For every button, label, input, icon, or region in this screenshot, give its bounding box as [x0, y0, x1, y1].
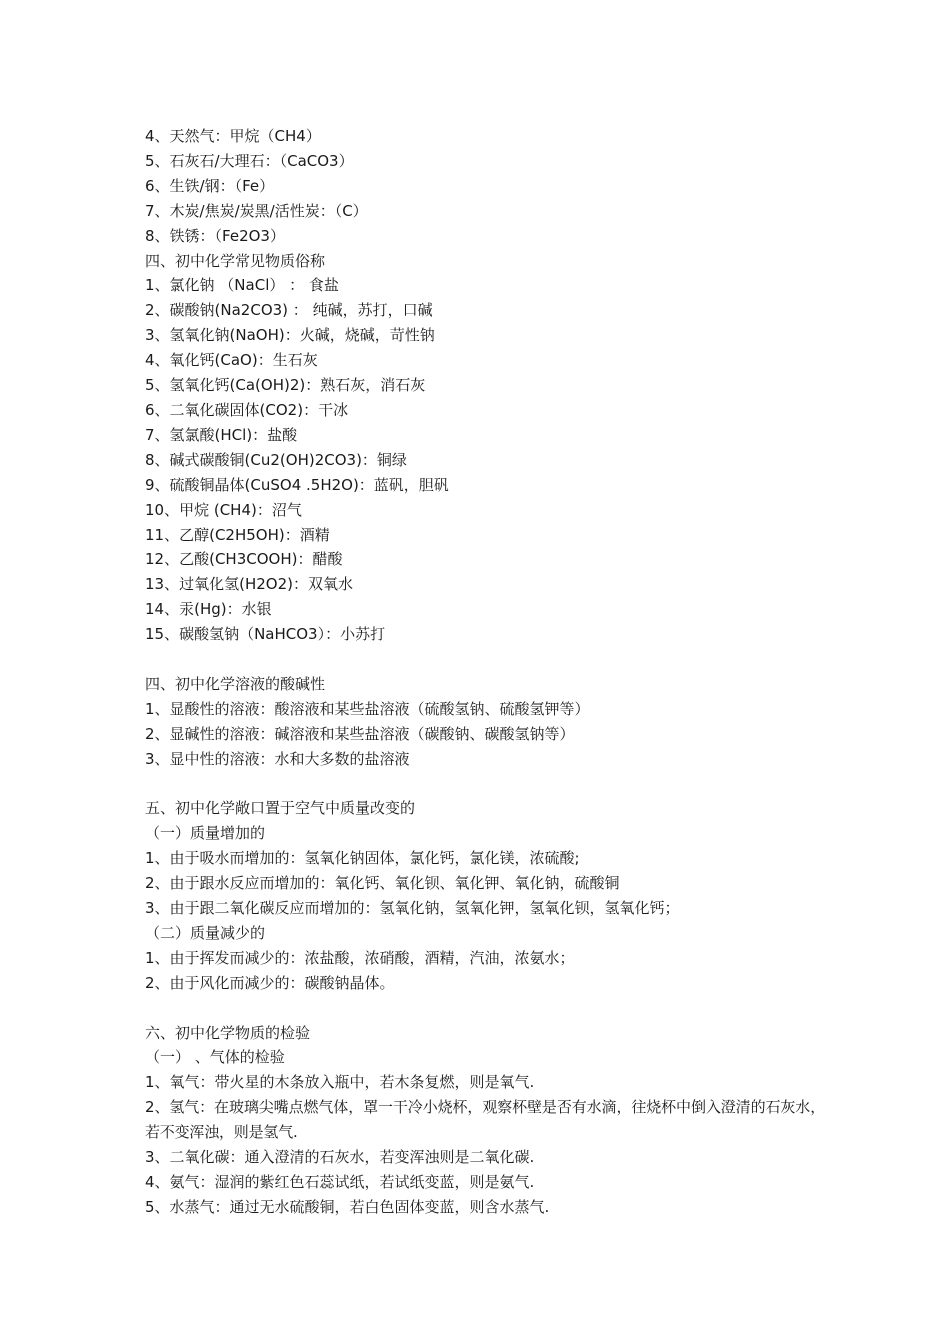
text-line: 5、氢氧化钙(Ca(OH)2)：熟石灰，消石灰	[145, 376, 426, 395]
text-line: 1、显酸性的溶液：酸溶液和某些盐溶液（硫酸氢钠、硫酸氢钾等）	[145, 699, 590, 718]
blank-line	[145, 647, 825, 672]
text-line: 2、显碱性的溶液：碱溶液和某些盐溶液（碳酸钠、碳酸氢钠等）	[145, 724, 575, 743]
document-page	[145, 124, 825, 1220]
text-line: 2、由于风化而减少的：碳酸钠晶体。	[145, 973, 395, 992]
text-line: 2、由于跟水反应而增加的：氧化钙、氧化钡、氧化钾、氧化钠，硫酸铜	[145, 874, 620, 893]
text-line: 五、初中化学敞口置于空气中质量改变的	[145, 799, 416, 818]
blank-line	[145, 996, 825, 1021]
text-line: 四、初中化学溶液的酸碱性	[145, 674, 326, 693]
text-line: 1、由于挥发而减少的：浓盐酸，浓硝酸，酒精，汽油，浓氨水；	[145, 948, 575, 967]
text-line: 9、硫酸铜晶体(CuSO4 .5H2O)：蓝矾，胆矾	[145, 475, 449, 494]
text-line: （一） 、气体的检验	[145, 1048, 285, 1067]
text-line: 7、木炭/焦炭/炭黑/活性炭：（C）	[145, 201, 368, 220]
text-line: 3、氢氧化钠(NaOH)：火碱，烧碱，苛性钠	[145, 326, 435, 345]
text-line: 3、由于跟二氧化碳反应而增加的：氢氧化钠，氢氧化钾，氢氧化钡，氢氧化钙；	[145, 899, 680, 918]
text-line: 4、氧化钙(CaO)：生石灰	[145, 351, 318, 370]
text-line: 13、过氧化氢(H2O2)：双氧水	[145, 575, 353, 594]
text-line: 15、碳酸氢钠（NaHCO3）：小苏打	[145, 625, 386, 644]
text-line: 2、碳酸钠(Na2CO3) ： 纯碱，苏打，口碱	[145, 301, 433, 320]
text-line: 7、氢氯酸(HCl)：盐酸	[145, 425, 298, 444]
text-line: 14、汞(Hg)：水银	[145, 600, 272, 619]
text-line: 8、铁锈：（Fe2O3）	[145, 226, 285, 245]
text-line: 2、氢气：在玻璃尖嘴点燃气体，罩一干冷小烧杯，观察杯壁是否有水滴，往烧杯中倒入澄清的石灰水，若不变浑浊，则是氢气.	[145, 1098, 825, 1142]
text-line: （一）质量增加的	[145, 824, 266, 843]
text-line: 6、生铁/钢：（Fe）	[145, 176, 275, 195]
text-line: 1、由于吸水而增加的：氢氧化钠固体，氯化钙，氯化镁，浓硫酸;	[145, 849, 580, 868]
text-line: 5、水蒸气：通过无水硫酸铜，若白色固体变蓝，则含水蒸气.	[145, 1197, 550, 1216]
text-line: 5、石灰石/大理石：（CaCO3）	[145, 151, 354, 170]
text-line: 4、氨气：湿润的紫红色石蕊试纸，若试纸变蓝，则是氨气.	[145, 1173, 535, 1192]
text-line: 1、氧气：带火星的木条放入瓶中，若木条复燃，则是氧气.	[145, 1073, 535, 1092]
text-line: 4、天然气：甲烷（CH4）	[145, 127, 321, 145]
text-line: 12、乙酸(CH3COOH)：醋酸	[145, 550, 343, 569]
blank-line	[145, 772, 825, 797]
text-line: （二）质量减少的	[145, 923, 266, 942]
text-line: 8、碱式碳酸铜(Cu2(OH)2CO3)：铜绿	[145, 450, 407, 469]
text-line: 六、初中化学物质的检验	[145, 1023, 311, 1042]
text-line: 四、初中化学常见物质俗称	[145, 251, 326, 270]
text-line: 3、显中性的溶液：水和大多数的盐溶液	[145, 749, 410, 768]
text-line: 1、氯化钠 （NaCl） ： 食盐	[145, 276, 339, 295]
text-line: 11、乙醇(C2H5OH)：酒精	[145, 525, 330, 544]
text-line: 6、二氧化碳固体(CO2)：干冰	[145, 400, 349, 419]
text-line: 10、甲烷 (CH4)：沼气	[145, 500, 302, 519]
text-line: 3、二氧化碳：通入澄清的石灰水，若变浑浊则是二氧化碳.	[145, 1148, 535, 1167]
